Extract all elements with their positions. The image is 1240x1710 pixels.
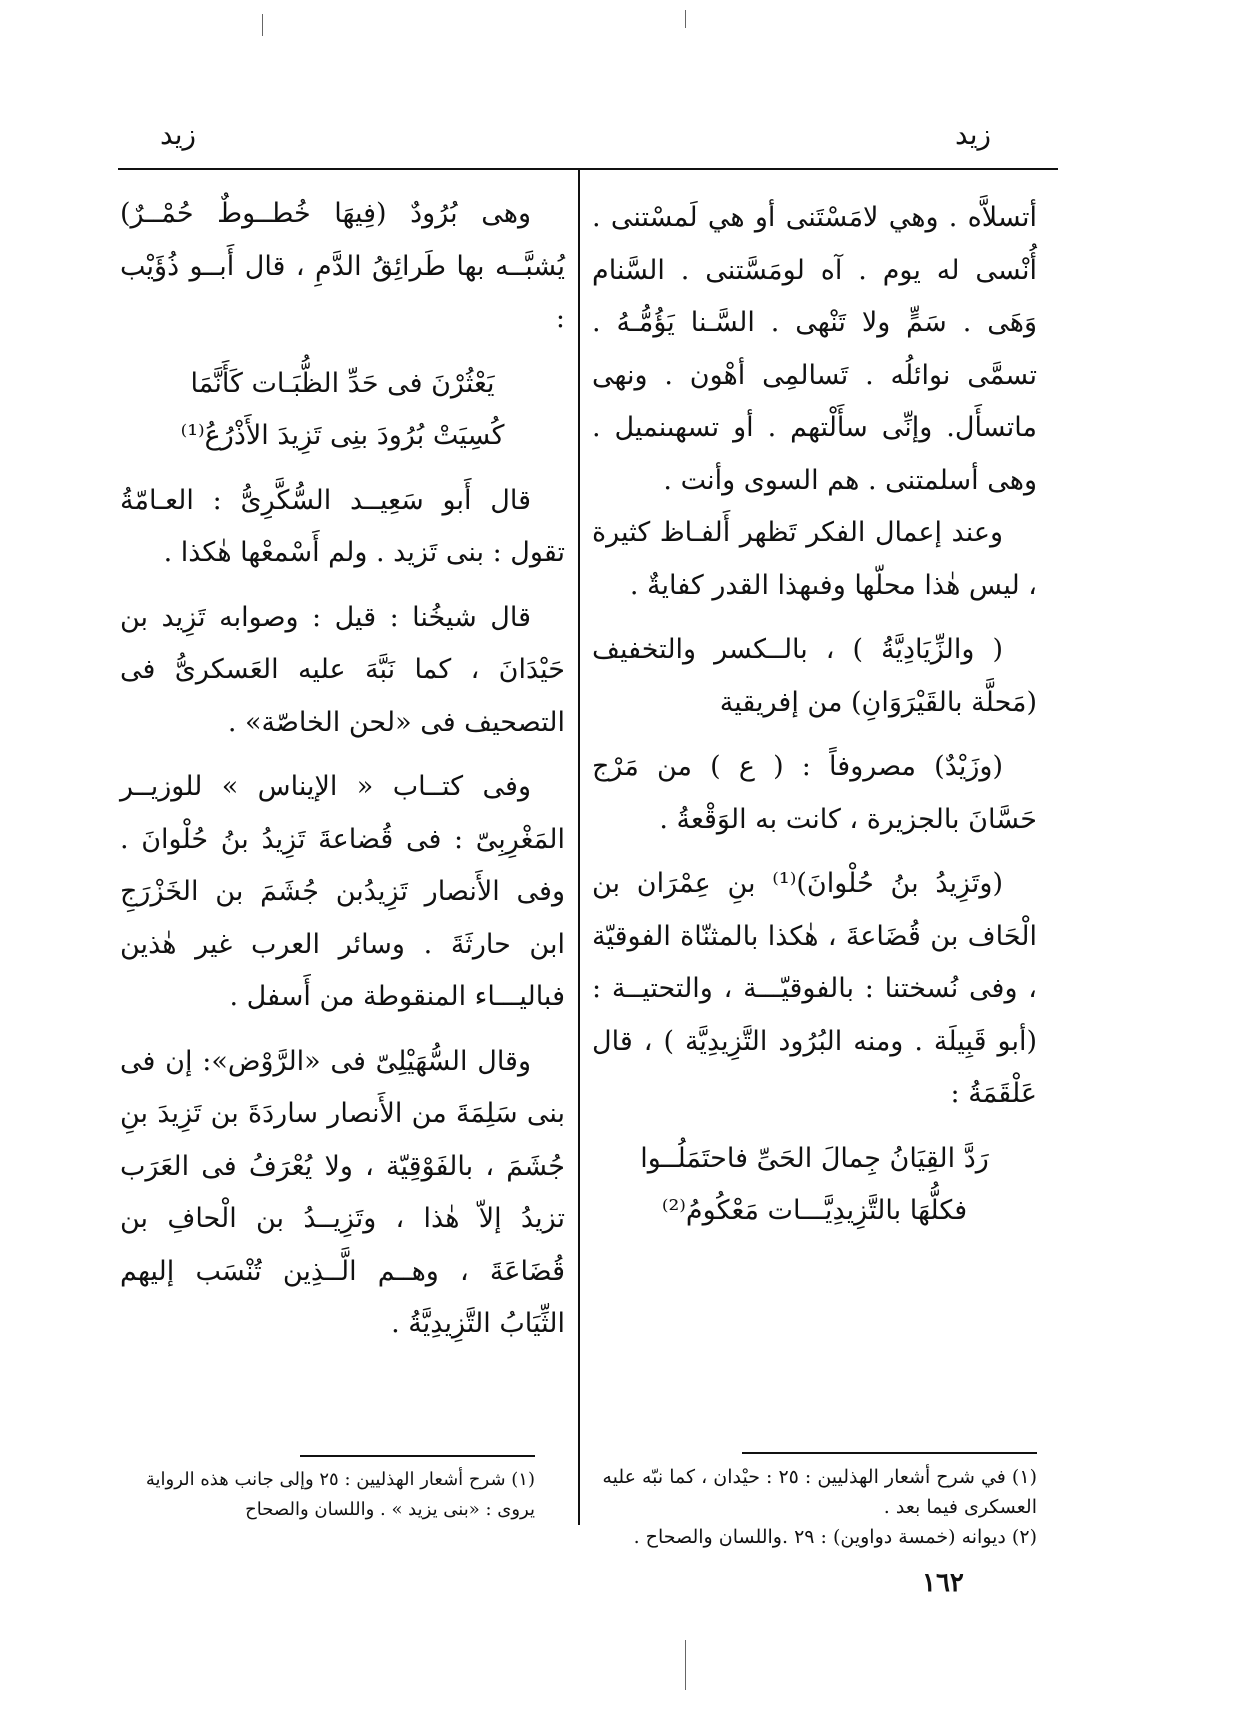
paragraph: ( والزِّيَادِيَّةُ ) ، بالــكسر والتخفيف (مَحلَّة بالقَيْرَوَانِ) من إفريقية: [592, 634, 1037, 718]
verse-line: يَعْثُرْنَ فى حَدِّ الظُّبَـات كَأَنَّمَا: [190, 367, 495, 399]
scan-mark: [685, 1640, 686, 1690]
paragraph: أتسلاَّه . وهي لامَسْتَنى أو هي لَمسْتنى . أُنْسى له يوم . آه لومَسَّتنى . السَّنام وَهَى . سَمٍّ ولا تَنْهى . السَّـنا يَؤُمُّـهُ . تسمَّى نوائلُه . تَسالمِى أهْون . ونهى ماتسأَل. وإنِّى سأَلْتهم . أو تسهىنميل . وهى أسلمتنى . هم السوى وأنت .: [592, 202, 1037, 496]
paragraph: وقال السُّهَيْلِىّ فى «الرَّوْض»: إن فى بنى سَلِمَةَ من الأَنصار ساردَةَ بن تَزِيدَ بنِ جُشَمَ ، بالفَوْقِيّة ، ولا يُعْرَفُ فى العَرَب تزيدُ إلاّ هٰذا ، وتَزِيــدُ بن الْحافِ بن قُضَاعَةَ ، وهــم الَّــذِين تُنْسَب إليهم الثِّيَابُ التَّزِيدِيَّةُ .: [120, 1045, 565, 1339]
paragraph: وفى كتــاب « الإيناس » للوزيــر المَغْرِبِىّ : فى قُضاعةَ تَزِيدُ بنُ حُلْوانَ . وفى الأَنصار تَزِيدُبن جُشَمَ بن الخَزْرَجِ ابن حارثَةَ . وسائر العرب غير هٰذين فباليـــاء المنقوطة من أَسفل .: [120, 771, 565, 1012]
footnote: يروى : «بنى يزيد » . واللسان والصحاح: [245, 1499, 535, 1520]
verse-line: كُسِيَتْ بُرُودَ بنِى تَزِيدَ الأَذْرُعُ⁽¹⁾: [180, 420, 505, 451]
footnotes-right: [595, 1462, 1037, 1552]
footnote: (٢) ديوانه (خمسة دواوين) : ٢٩ .واللسان والصحاح .: [633, 1526, 1037, 1548]
scan-mark: [262, 14, 263, 36]
paragraph: وهى بُرُودٌ (فِيهَا خُطــوطٌ حُمْــرٌ) يُشبَّــه بها طَرائِقُ الدَّمِ ، قال أَبــو ذُؤَيْب :: [120, 198, 565, 334]
paragraph: (وزَيْدٌ) مصروفاً : ( ع ) من مَرْج حَسَّانَ بالجزيرة ، كانت به الوَقْعةُ .: [592, 751, 1037, 835]
paragraph: (وتَزِيدُ بنُ حُلْوانَ)⁽¹⁾ بنِ عِمْرَان بن الْحَاف بن قُضَاعةَ ، هٰكذا بالمثنّاة الفوقيّة ، وفى نُسختنا : بالفوقيّـــة ، والتحتيــة : (أبو قَبِيلَة . ومنه البُرُود التَّزِيدِيَّة ) ، قال عَلْقَمَةُ :: [592, 868, 1037, 1109]
paragraph: وعند إعمال الفكر تَظهر أَلفـاظ كثيرة ، ليس هٰذا محلّها وفىهذا القدر كفايةٌ .: [592, 517, 1037, 601]
footnote-rule-right: [742, 1452, 1037, 1454]
running-header-right: زيد: [955, 118, 992, 151]
header-rule: [118, 168, 1058, 170]
footnote: (١) في شرح أشعار الهذليين : ٢٥ : حيْدان ، كما نبّه عليه العسكرى فيما بعد .: [602, 1466, 1037, 1518]
scan-mark: [685, 10, 686, 28]
page-number: ١٦٢: [922, 1568, 964, 1598]
verse-line: رَدَّ القِيَانُ جِمالَ الحَىِّ فاحتَمَلُــوا: [640, 1142, 989, 1174]
paragraph: قال شيخُنا : قيل : وصوابه تَزِيد بن حَيْدَانَ ، كما نَبَّهَ عليه العَسكرىُّ فى التصحيف فى «لحن الخاصّة» .: [120, 601, 565, 738]
verse-line: فكلُّهَا بالتَّزِيدِيَّـــات مَعْكُومُ⁽²⁾: [661, 1195, 968, 1226]
left-column: [120, 188, 565, 1363]
footnote: (١) شرح أشعار الهذليين : ٢٥ وإلى جانب هذه الرواية: [145, 1469, 535, 1490]
column-divider: [578, 170, 580, 1525]
footnotes-left: [120, 1465, 535, 1525]
footnote-rule-left: [300, 1455, 535, 1457]
paragraph: قال أَبو سَعِيــد السُّكَّرِىُّ : العـامّةُ تقول : بنى تَزيد . ولم أَسْمعْها هٰكذا .: [120, 484, 565, 568]
running-header-left: زيد: [160, 118, 197, 151]
right-column: [592, 192, 1037, 1238]
